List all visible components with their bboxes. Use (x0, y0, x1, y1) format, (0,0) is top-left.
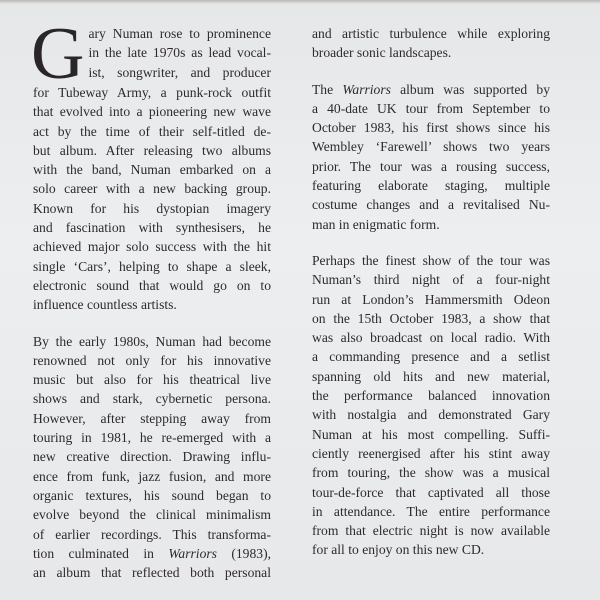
text-line: ence from funk, jazz fusion, and more (33, 468, 271, 484)
text-line: with the band, Numan embarked on a (33, 162, 271, 178)
text-line: Wembley ‘Farewell’ shows two years (312, 139, 550, 155)
text-line: electronic sound that would go on to (33, 277, 271, 293)
text-line: spanning old hits and new material, (312, 368, 550, 384)
text-line: broader sonic landscapes. (312, 45, 452, 61)
paragraph-intro (31, 13, 271, 315)
drop-cap: G (31, 13, 85, 95)
text-line: ary Numan rose to prominence (88, 26, 271, 41)
text-line: solo career with a new backing group. (33, 181, 271, 197)
text-line: prior. The tour was a rousing success, (312, 158, 550, 174)
text-line: a 40-date UK tour from September to (312, 100, 550, 116)
text-line: act by the time of their self-titled de- (33, 123, 271, 139)
text-line: Perhaps the finest show of the tour was (312, 252, 550, 268)
text-line: from touring, the show was a musical (312, 465, 550, 481)
paragraph-hammersmith-show (312, 251, 550, 560)
paragraph-warriors-tour (312, 80, 550, 234)
text-segment: (1983), (216, 545, 271, 561)
text-line: tour-de-force that captivated all those (312, 484, 550, 500)
text-line: with nostalgia and demonstrated Gary (312, 407, 550, 423)
text-line: evolve beyond the clinical minimalism (33, 507, 271, 523)
text-line: However, after stepping away from (33, 410, 271, 426)
text-line: renowned not only for his innovative (33, 352, 271, 368)
paragraph-early-1980s (33, 332, 271, 583)
text-line: By the early 1980s, Numan had become (33, 333, 271, 349)
text-line: an album that reflected both personal (33, 565, 271, 581)
text-line: influence countless artists. (33, 297, 177, 313)
text-line: touring in 1981, he re-emerged with a (33, 430, 271, 446)
page-top-edge (0, 0, 600, 4)
text-line: on the 15th October 1983, a show that (312, 310, 550, 326)
text-line: man in enigmatic form. (312, 216, 440, 232)
text-line: of earlier recordings. This transforma- (33, 526, 271, 542)
right-column (312, 24, 550, 577)
text-line: was also broadcast on local radio. With (312, 330, 550, 346)
text-line: in attendance. The entire performance (312, 503, 550, 519)
text-line-with-italic (312, 80, 550, 99)
text-line: for all to enjoy on this new CD. (312, 542, 485, 558)
album-title-italic: Warriors (342, 81, 391, 97)
text-line-with-italic (33, 544, 271, 563)
text-line: new creative direction. Drawing influ- (33, 449, 271, 465)
text-line: the performance balanced innovation (312, 388, 550, 404)
text-line: run at London’s Hammersmith Odeon (312, 291, 550, 307)
text-line: in the late 1970s as lead vocal- (88, 45, 271, 61)
text-line: from that electric night is now available (312, 523, 550, 539)
text-line: featuring elaborate staging, multiple (312, 178, 550, 194)
text-line: but album. After releasing two albums (33, 142, 271, 158)
text-line: music but also for his theatrical live (33, 372, 271, 388)
text-line: Known for his dystopian imagery (33, 200, 271, 216)
text-line: costume changes and a revitalised Nu- (312, 197, 550, 213)
text-line: a commanding presence and a setlist (312, 349, 550, 365)
text-line: and fascination with synthesisers, he (33, 220, 271, 236)
text-segment: tion culminated in (33, 545, 169, 561)
paragraph-continuation (312, 24, 550, 63)
text-line: single ‘Cars’, helping to shape a sleek, (33, 258, 271, 274)
text-line: organic textures, his sound began to (33, 487, 271, 503)
text-line: and artistic turbulence while exploring (312, 26, 550, 41)
text-segment: album was supported by (390, 81, 550, 97)
text-line: October 1983, his first shows since his (312, 120, 550, 136)
text-line: for Tubeway Army, a punk-rock outfit (33, 85, 271, 100)
text-line: shows and stark, cybernetic persona. (33, 391, 271, 407)
text-line: ciently reenergised after his stint away (312, 445, 550, 461)
text-segment: The (312, 81, 343, 97)
album-title-italic: Warriors (168, 545, 217, 561)
text-line: Numan’s third night of a four-night (312, 272, 550, 288)
text-line: Numan at his most compelling. Suffi- (312, 426, 550, 442)
left-column (31, 13, 271, 599)
text-line: achieved major solo success with the hit (33, 239, 271, 255)
text-line: that evolved into a pioneering new wave (33, 104, 271, 120)
text-line: ist, songwriter, and producer (88, 64, 271, 80)
